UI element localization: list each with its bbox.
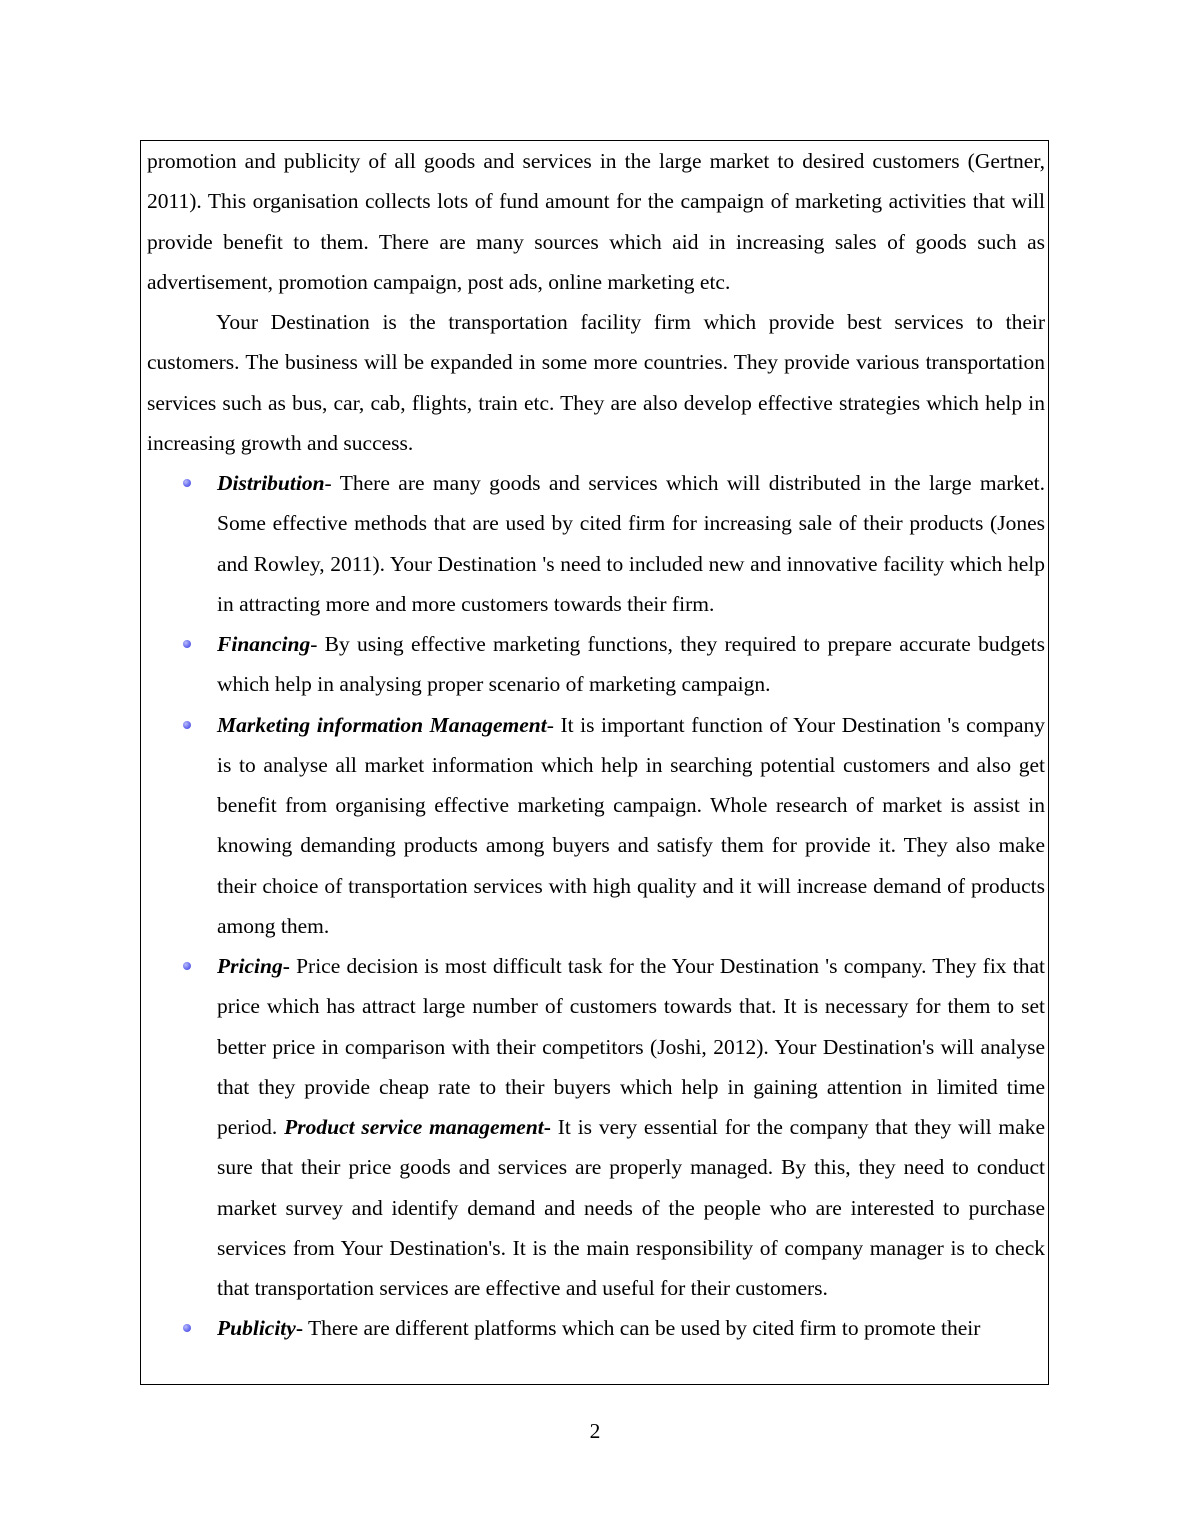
- term-distribution: Distribution: [217, 471, 325, 495]
- bullet-icon: [183, 721, 191, 729]
- bullet-icon: [183, 479, 191, 487]
- item-text: It is important function of Your Destination 's company is to analyse all market information which help in searching potential customers and also get benefit from organising effective marketing campaign. Whole research of market is assist in knowing demanding products among buyers and satisfy them for provide it. They also make their choice of transportation services with high quality and it will increase demand of products among them.: [217, 712, 1045, 938]
- list-item-marketing-information-management: [147, 705, 1045, 947]
- bullet-icon: [183, 1324, 191, 1332]
- term-dash: -: [324, 471, 332, 495]
- item-text: There are different platforms which can be used by cited firm to promote their: [303, 1316, 981, 1341]
- item-text: Price decision is most difficult task for the Your Destination 's company. They fix that price which has attract large number of customers towards that. It is necessary for them to set better price in comparison with their competitors (Joshi, 2012). Your Destination's will analyse that they provide cheap rate to their buyers which help in gaining attention in limited time period.: [217, 954, 1045, 1139]
- item-text: By using effective marketing functions, they required to prepare accurate budgets which help in analysing proper scenario of marketing campaign.: [217, 632, 1045, 697]
- list-item-publicity: [147, 1308, 1045, 1348]
- marketing-functions-list: [147, 463, 1045, 1349]
- term-dash: -: [295, 1316, 303, 1341]
- page-number: 2: [589, 1419, 601, 1443]
- term-financing: Financing: [217, 632, 311, 656]
- item-text: It is very essential for the company that they will make sure that their price goods and services are properly managed. By this, they need to conduct market survey and identify demand and needs of the people who are interested to purchase services from Your Destination's. It is the main responsibility of company manager is to check that transportation services are effective and useful for their customers.: [217, 1115, 1045, 1300]
- bullet-icon: [183, 962, 191, 970]
- term-marketing-information-management: Marketing information Management: [217, 712, 547, 737]
- item-text: There are many goods and services which will distributed in the large market. Some effective methods that are used by cited firm for increasing sale of their products (Jones and Rowley, 2011). Your Destination 's need to included new and innovative facility which help in attracting more and more customers towards their firm.: [217, 471, 1045, 616]
- term-dash: -: [282, 954, 290, 978]
- bullet-icon: [183, 640, 191, 648]
- term-dash: -: [543, 1115, 551, 1139]
- page-content-frame: [140, 140, 1049, 1385]
- term-pricing: Pricing: [217, 954, 283, 978]
- term-dash: -: [546, 712, 554, 737]
- term-dash: -: [310, 632, 318, 656]
- term-publicity: Publicity: [217, 1316, 296, 1341]
- list-item-financing: [147, 624, 1045, 705]
- term-product-service-management: Product service management: [284, 1115, 544, 1139]
- list-item-pricing: [147, 946, 1045, 1308]
- paragraph-your-destination: Your Destination is the transportation facility firm which provide best services to their customers. The business will be expanded in some more countries. They provide various transportation services such as bus, car, cab, flights, train etc. They are also develop effective strategies which help in increasing growth and success.: [147, 310, 1045, 455]
- document-body: [147, 141, 1045, 1349]
- paragraph-promotion: promotion and publicity of all goods and services in the large market to desired customers (Gertner, 2011). This organisation collects lots of fund amount for the campaign of marketing activities that will provide benefit to them. There are many sources which aid in increasing sales of goods such as advertisement, promotion campaign, post ads, online marketing etc.: [147, 149, 1045, 294]
- list-item-distribution: [147, 463, 1045, 624]
